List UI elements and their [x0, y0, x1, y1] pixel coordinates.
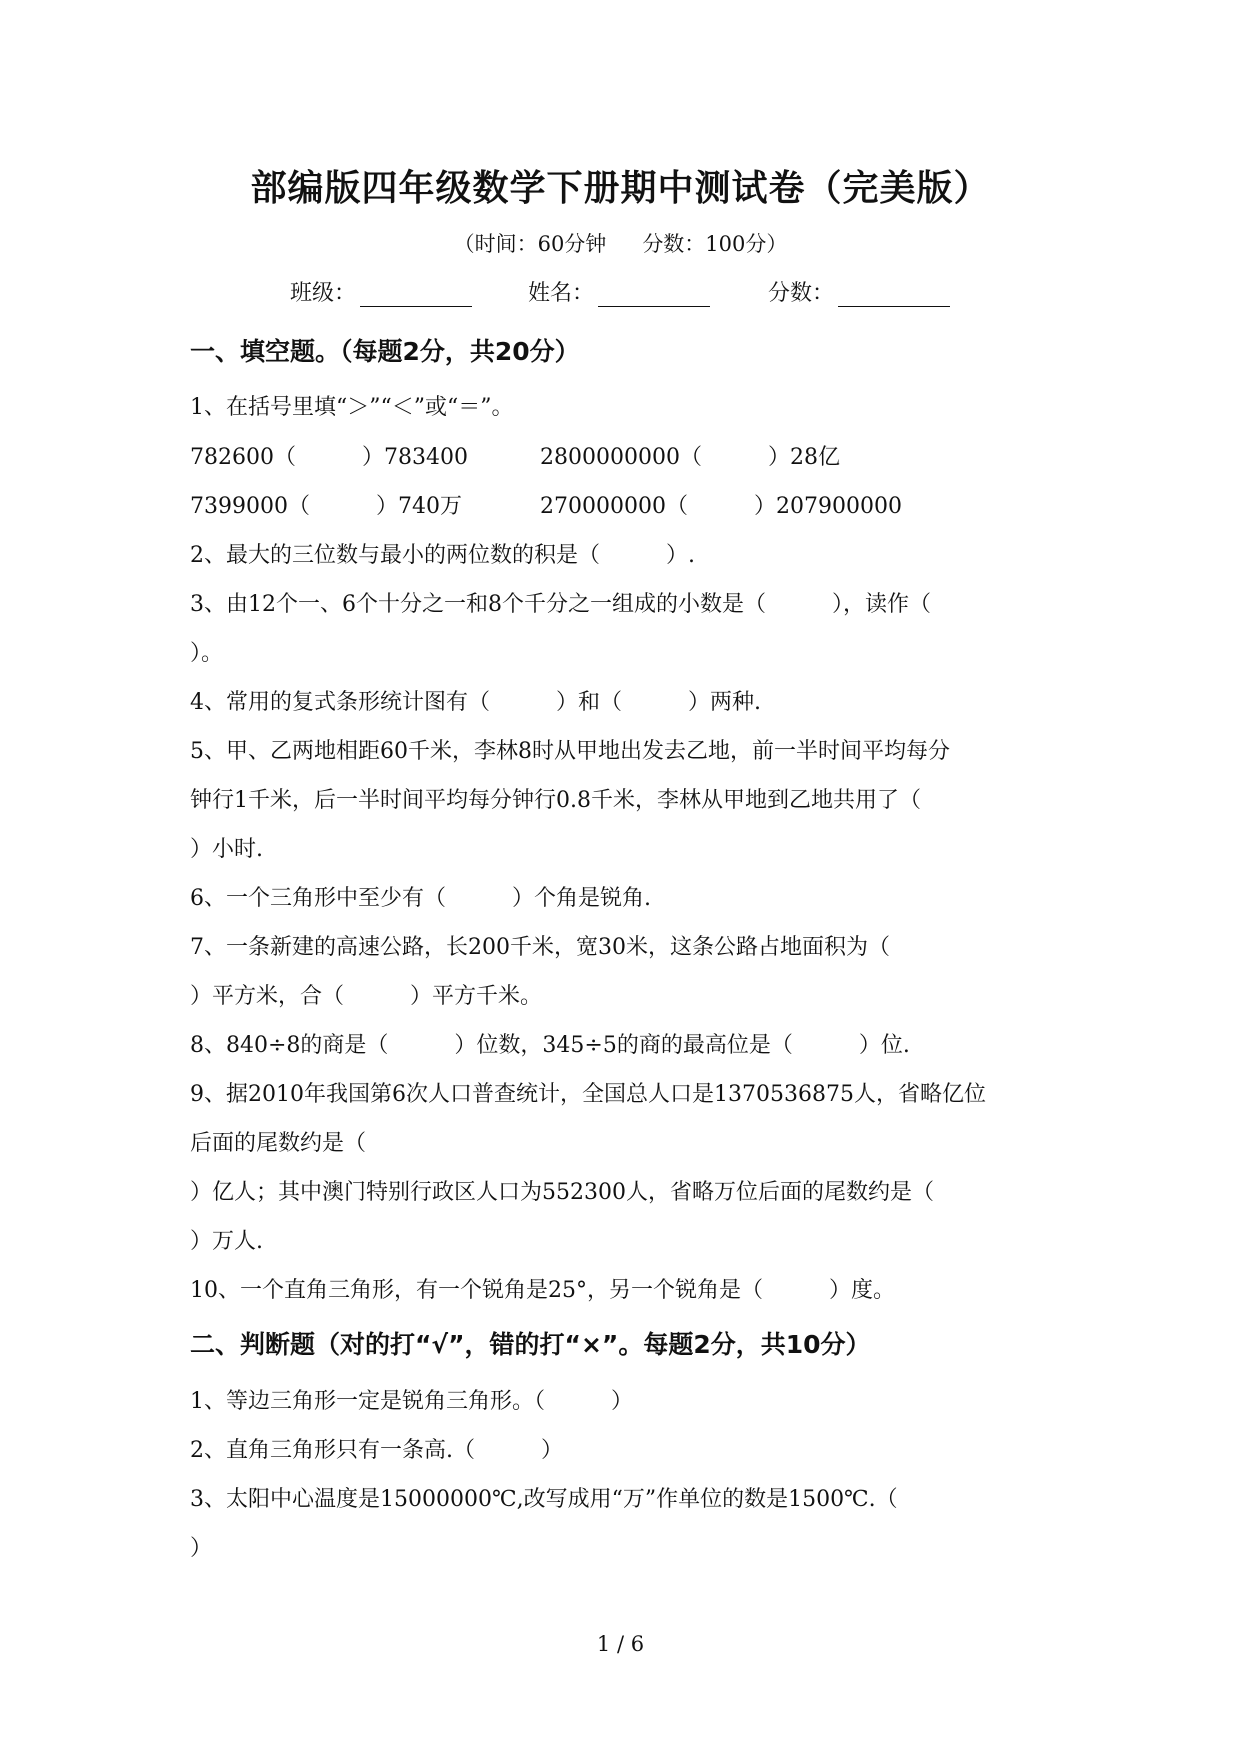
- question-line: 5、甲、乙两地相距60千米，李林8时从甲地出发去乙地，前一半时间平均每分: [190, 739, 950, 764]
- question-line: 1、等边三角形一定是锐角三角形。（ ）: [190, 1389, 633, 1414]
- question-line: 6、一个三角形中至少有（ ）个角是锐角.: [190, 886, 651, 911]
- question-line: 1、在括号里填“＞”“＜”或“＝”。: [190, 395, 514, 420]
- exam-time: （时间：60分钟: [453, 232, 607, 256]
- question-line: 10、一个直角三角形，有一个锐角是25°，另一个锐角是（ ）度。: [190, 1278, 895, 1303]
- class-field: [290, 276, 472, 307]
- score-field: [768, 276, 950, 307]
- question-line: 9、据2010年我国第6次人口普查统计，全国总人口是1370536875人，省略亿位: [190, 1082, 986, 1107]
- page-number: 1 / 6: [596, 1632, 645, 1656]
- class-blank[interactable]: [360, 282, 472, 307]
- exam-total-score: 分数：100分）: [642, 232, 788, 256]
- question-line: ）。: [190, 641, 224, 666]
- page-title: 部编版四年级数学下册期中测试卷（完美版）: [250, 168, 991, 209]
- name-blank[interactable]: [598, 282, 710, 307]
- question-line: 3、太阳中心温度是15000000℃,改写成用“万”作单位的数是1500℃.（: [190, 1487, 898, 1512]
- compare-item: 270000000（ ）207900000: [540, 494, 902, 519]
- question-line: ）平方米，合（ ）平方千米。: [190, 984, 543, 1009]
- question-line: 3、由12个一、6个十分之一和8个千分之一组成的小数是（ ），读作（: [190, 592, 931, 617]
- question-line: 8、840÷8的商是（ ）位数，345÷5的商的最高位是（ ）位.: [190, 1033, 910, 1058]
- compare-item: 7399000（ ）740万: [190, 494, 462, 519]
- question-line: ）万人.: [190, 1229, 263, 1254]
- question-line: 4、常用的复式条形统计图有（ ）和（ ）两种.: [190, 690, 761, 715]
- score-label: 分数：: [768, 281, 835, 306]
- question-line: 7、一条新建的高速公路，长200千米，宽30米，这条公路占地面积为（: [190, 935, 890, 960]
- question-line: ）: [190, 1536, 213, 1561]
- question-line: 后面的尾数约是（: [190, 1131, 367, 1156]
- name-field: [528, 276, 710, 307]
- question-line: ）亿人；其中澳门特别行政区人口为552300人，省略万位后面的尾数约是（: [190, 1180, 934, 1205]
- question-line: 2、最大的三位数与最小的两位数的积是（ ）.: [190, 543, 695, 568]
- score-blank[interactable]: [838, 282, 950, 307]
- name-label: 姓名：: [528, 281, 595, 306]
- section-fill-in-heading: 一、填空题。（每题2分，共20分）: [190, 337, 580, 366]
- class-label: 班级：: [290, 281, 357, 306]
- compare-item: 782600（ ）783400: [190, 445, 468, 470]
- exam-subtitle: [0, 228, 1241, 258]
- question-line: ）小时.: [190, 837, 263, 862]
- section-true-false-heading: 二、判断题（对的打“√”，错的打“×”。每题2分，共10分）: [190, 1330, 871, 1359]
- question-line: 钟行1千米，后一半时间平均每分钟行0.8千米，李林从甲地到乙地共用了（: [190, 788, 921, 813]
- question-line: 2、直角三角形只有一条高.（ ）: [190, 1438, 563, 1463]
- compare-item: 2800000000（ ）28亿: [540, 445, 840, 470]
